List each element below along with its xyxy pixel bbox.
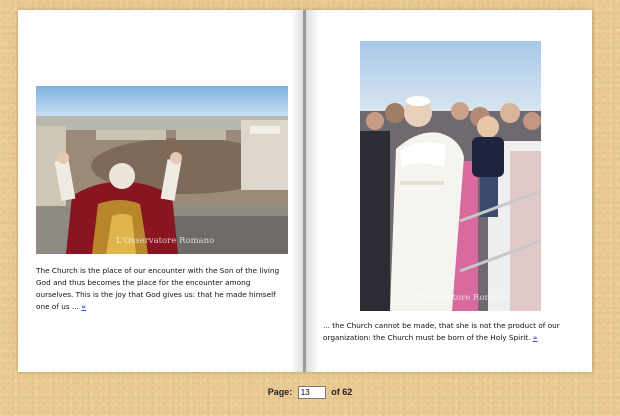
right-page <box>305 10 592 372</box>
page-total: of 62 <box>331 386 353 397</box>
right-photo <box>360 41 541 311</box>
left-page <box>18 10 305 372</box>
right-more-link[interactable]: » <box>532 333 538 342</box>
left-photo <box>36 86 288 254</box>
book-viewer <box>18 10 592 372</box>
page-label: Page: <box>267 386 293 397</box>
left-page-caption <box>36 265 282 313</box>
right-photo-watermark: L'Osservatore Romano <box>410 293 509 303</box>
left-photo-watermark: L'Osservatore Romano <box>116 236 215 246</box>
left-more-link[interactable]: » <box>81 302 87 311</box>
page-navigator <box>0 386 620 399</box>
right-page-caption <box>323 320 573 344</box>
book-spine <box>303 10 306 372</box>
right-caption-text: ... the Church cannot be made, that she is not the product of our organization: the Church must be born of the Holy Spirit. <box>323 321 560 342</box>
page-number-input[interactable] <box>298 386 326 399</box>
left-caption-text: The Church is the place of our encounter with the Son of the living God and thus becomes the place for the encounter among ourselves. This is the joy that God gives us: that he made himself one of us ... <box>36 266 280 311</box>
